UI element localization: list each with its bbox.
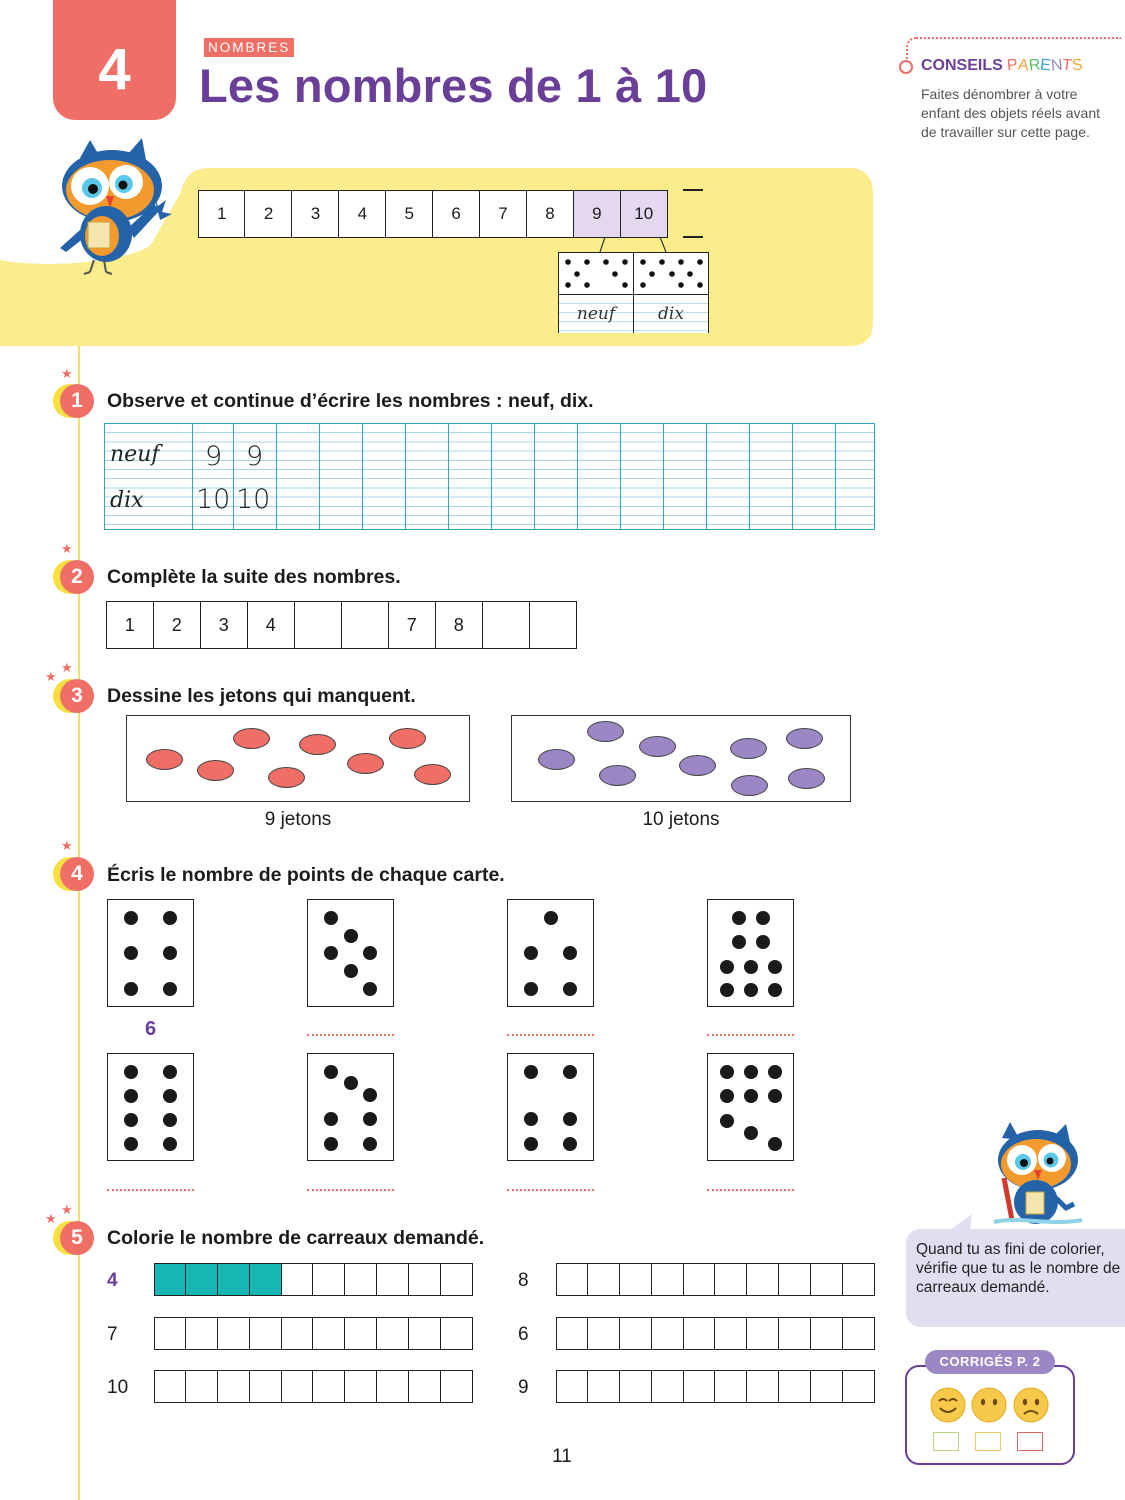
grid-column-line	[534, 424, 535, 529]
digit-row1-2: 9	[246, 441, 264, 472]
grid-column-line	[233, 424, 234, 529]
difficulty-star-icon: ★	[61, 366, 73, 381]
difficulty-star-icon: ★	[45, 669, 57, 684]
grid-column-line	[749, 424, 750, 529]
sequence-blank-cell[interactable]	[341, 601, 390, 649]
color-tile[interactable]	[281, 1317, 314, 1350]
reference-card-ten	[633, 252, 709, 333]
grid-column-line	[405, 424, 406, 529]
dot-card	[107, 899, 194, 1007]
purple-token	[788, 768, 825, 789]
exercise-1-badge: 1	[60, 384, 94, 418]
color-tile[interactable]	[746, 1317, 779, 1350]
page-title: Les nombres de 1 à 10	[199, 59, 708, 112]
owl-pencil-mascot-icon	[990, 1122, 1090, 1232]
color-tile[interactable]	[556, 1317, 589, 1350]
color-tile[interactable]	[312, 1370, 345, 1403]
color-tile[interactable]	[778, 1263, 811, 1296]
color-tile[interactable]	[185, 1370, 218, 1403]
sequence-blank-cell[interactable]	[294, 601, 343, 649]
reference-number-cell: 9	[573, 190, 621, 238]
dot-card	[707, 899, 794, 1007]
answer-blank[interactable]	[307, 1034, 394, 1036]
color-tile[interactable]	[810, 1317, 843, 1350]
strip-continuation-top	[683, 189, 703, 191]
color-row-label: 6	[518, 1324, 529, 1345]
color-row[interactable]	[557, 1370, 875, 1403]
exercise-4-title: Écris le nombre de points de chaque carte.	[107, 864, 505, 886]
purple-token	[731, 775, 768, 796]
eval-checkbox-good[interactable]	[933, 1432, 959, 1451]
reference-number-cell: 8	[526, 190, 574, 238]
purple-token	[730, 738, 767, 759]
color-tile[interactable]	[154, 1263, 187, 1296]
color-tile[interactable]	[556, 1263, 589, 1296]
dot-card	[507, 899, 594, 1007]
color-tile[interactable]	[281, 1370, 314, 1403]
worried-face-icon	[1012, 1386, 1050, 1424]
parents-accent-letter: E	[1039, 56, 1052, 75]
color-tile[interactable]	[810, 1370, 843, 1403]
parents-tip-bullet-icon	[899, 60, 913, 74]
color-row-label: 7	[107, 1324, 118, 1345]
color-row[interactable]	[557, 1263, 875, 1296]
color-tile[interactable]	[714, 1370, 747, 1403]
color-row-label: 9	[518, 1377, 529, 1398]
example-answer: 6	[144, 1018, 157, 1040]
color-tile[interactable]	[556, 1370, 589, 1403]
color-tile[interactable]	[408, 1317, 441, 1350]
color-tile[interactable]	[778, 1370, 811, 1403]
grid-column-line	[792, 424, 793, 529]
sequence-cell: 3	[200, 601, 249, 649]
answer-blank[interactable]	[307, 1189, 394, 1191]
reference-number-cell: 1	[198, 190, 246, 238]
color-tile[interactable]	[810, 1263, 843, 1296]
answer-blank[interactable]	[507, 1189, 594, 1191]
exercise-3-title: Dessine les jetons qui manquent.	[107, 685, 416, 707]
red-token	[299, 734, 336, 755]
color-tile[interactable]	[249, 1370, 282, 1403]
exercise-4-badge: 4	[60, 857, 94, 891]
red-token	[268, 767, 305, 788]
color-row-label: 8	[518, 1270, 529, 1291]
grid-column-line	[577, 424, 578, 529]
sequence-cell: 1	[106, 601, 155, 649]
purple-token	[587, 721, 624, 742]
color-row[interactable]	[155, 1370, 473, 1403]
color-tile[interactable]	[408, 1263, 441, 1296]
sequence-cell: 4	[247, 601, 296, 649]
dot-card	[107, 1053, 194, 1161]
sequence-blank-cell[interactable]	[529, 601, 578, 649]
grid-column-line	[276, 424, 277, 529]
exercise-2-sequence	[107, 601, 577, 649]
neutral-face-icon	[970, 1386, 1008, 1424]
red-token	[197, 760, 234, 781]
color-tile[interactable]	[440, 1370, 473, 1403]
reference-number-cell: 7	[479, 190, 527, 238]
dot-card	[307, 1053, 394, 1161]
page-number: 11	[552, 1446, 572, 1467]
dot-card	[707, 1053, 794, 1161]
eval-checkbox-medium[interactable]	[975, 1432, 1001, 1451]
parents-tip-title-prefix: CONSEILS	[921, 57, 1003, 74]
color-row-label: 4	[107, 1270, 118, 1291]
color-tile[interactable]	[587, 1263, 620, 1296]
reference-number-cell: 5	[385, 190, 433, 238]
parents-tip-text: Faites dénombrer à votre enfant des objets réels avant de travailler sur cette page.	[921, 86, 1101, 140]
reference-number-cell: 3	[291, 190, 339, 238]
difficulty-star-icon: ★	[45, 1211, 57, 1226]
sequence-cell: 7	[388, 601, 437, 649]
color-tile[interactable]	[344, 1263, 377, 1296]
red-token	[233, 728, 270, 749]
red-token	[389, 728, 426, 749]
exercise-3-badge: 3	[60, 679, 94, 713]
difficulty-star-icon: ★	[61, 838, 73, 853]
color-tile[interactable]	[344, 1370, 377, 1403]
color-tile[interactable]	[217, 1263, 250, 1296]
color-tile[interactable]	[714, 1317, 747, 1350]
grid-column-line	[620, 424, 621, 529]
parents-accent-letter: R	[1027, 56, 1041, 75]
color-tile[interactable]	[376, 1263, 409, 1296]
sequence-cell: 8	[435, 601, 484, 649]
color-tile[interactable]	[619, 1263, 652, 1296]
difficulty-star-icon: ★	[61, 660, 73, 675]
parents-accent-letter: S	[1071, 56, 1084, 75]
parents-tip-title-accent	[1007, 57, 1083, 74]
margin-line	[78, 345, 80, 1500]
color-tile[interactable]	[683, 1263, 716, 1296]
color-tile[interactable]	[683, 1370, 716, 1403]
color-row[interactable]	[155, 1317, 473, 1350]
color-tile[interactable]	[185, 1263, 218, 1296]
color-row-label: 10	[107, 1377, 129, 1398]
color-tile[interactable]	[154, 1370, 187, 1403]
ten-dots	[634, 253, 708, 295]
exercise-5-title: Colorie le nombre de carreaux demandé.	[107, 1227, 485, 1249]
color-tile[interactable]	[249, 1263, 282, 1296]
color-row[interactable]	[155, 1263, 473, 1296]
color-tile[interactable]	[619, 1317, 652, 1350]
grid-column-line	[448, 424, 449, 529]
color-tile[interactable]	[842, 1317, 875, 1350]
parents-accent-letter: T	[1061, 56, 1074, 75]
category-tag: NOMBRES	[204, 38, 294, 57]
color-tile[interactable]	[651, 1263, 684, 1296]
token-caption-right: 10 jetons	[642, 809, 720, 830]
red-token	[146, 749, 183, 770]
parents-tip-title	[921, 57, 1083, 75]
exercise-2-badge: 2	[60, 560, 94, 594]
color-tile[interactable]	[185, 1317, 218, 1350]
color-tile[interactable]	[376, 1317, 409, 1350]
color-tile[interactable]	[746, 1370, 779, 1403]
reference-number-cell: 10	[620, 190, 668, 238]
happy-face-icon	[929, 1386, 967, 1424]
color-tile[interactable]	[651, 1317, 684, 1350]
color-tile[interactable]	[249, 1317, 282, 1350]
color-tile[interactable]	[842, 1370, 875, 1403]
dot-card	[507, 1053, 594, 1161]
color-tile[interactable]	[312, 1263, 345, 1296]
grid-column-line	[319, 424, 320, 529]
color-tile[interactable]	[376, 1370, 409, 1403]
exercise-1-title: Observe et continue d’écrire les nombres : neuf, dix.	[107, 390, 594, 412]
color-tile[interactable]	[746, 1263, 779, 1296]
strip-continuation-bottom	[683, 236, 703, 238]
color-tile[interactable]	[408, 1370, 441, 1403]
sequence-cell: 2	[153, 601, 202, 649]
color-tile[interactable]	[714, 1263, 747, 1296]
exercise-5-badge: 5	[60, 1221, 94, 1255]
color-row[interactable]	[557, 1317, 875, 1350]
color-tile[interactable]	[440, 1317, 473, 1350]
grid-column-line	[192, 424, 193, 529]
word-dix: dix	[110, 488, 144, 513]
exercise-2-title: Complète la suite des nombres.	[107, 566, 401, 588]
color-tile[interactable]	[778, 1317, 811, 1350]
token-frame-red[interactable]	[126, 715, 470, 802]
reference-number-cell: 2	[244, 190, 292, 238]
digit-row2-1: 10	[196, 484, 231, 515]
color-tile[interactable]	[440, 1263, 473, 1296]
difficulty-star-icon: ★	[61, 1202, 73, 1217]
purple-token	[679, 755, 716, 776]
answer-blank[interactable]	[507, 1034, 594, 1036]
token-caption-left: 9 jetons	[264, 809, 332, 830]
reference-word-nine: neuf	[559, 295, 633, 333]
reference-number-cell: 4	[338, 190, 386, 238]
parents-accent-letter: A	[1017, 56, 1030, 75]
purple-token	[538, 749, 575, 770]
token-frame-purple[interactable]	[511, 715, 851, 802]
reference-word-ten: dix	[634, 295, 708, 333]
purple-token	[786, 728, 823, 749]
reference-number-strip	[199, 190, 668, 238]
answer-blank[interactable]	[707, 1189, 794, 1191]
dot-card	[307, 899, 394, 1007]
color-tile[interactable]	[217, 1370, 250, 1403]
color-tile[interactable]	[619, 1370, 652, 1403]
color-tile[interactable]	[842, 1263, 875, 1296]
digit-row1-1: 9	[205, 441, 223, 472]
purple-token	[599, 765, 636, 786]
grid-column-line	[835, 424, 836, 529]
red-token	[414, 764, 451, 785]
difficulty-star-icon: ★	[61, 541, 73, 556]
color-tile[interactable]	[344, 1317, 377, 1350]
digit-row2-2: 10	[236, 484, 271, 515]
color-tile[interactable]	[587, 1317, 620, 1350]
parents-accent-letter: N	[1049, 56, 1064, 75]
grid-column-line	[663, 424, 664, 529]
nine-dots	[559, 253, 633, 295]
answer-blank[interactable]	[107, 1189, 194, 1191]
color-tile[interactable]	[587, 1370, 620, 1403]
grid-column-line	[362, 424, 363, 529]
chapter-number: 4	[53, 0, 176, 120]
color-tile[interactable]	[154, 1317, 187, 1350]
corriges-link[interactable]: CORRIGÉS P. 2	[925, 1350, 1055, 1374]
grid-column-line	[491, 424, 492, 529]
parents-accent-letter: P	[1006, 56, 1019, 75]
color-tile[interactable]	[281, 1263, 314, 1296]
purple-token	[639, 736, 676, 757]
grid-column-line	[706, 424, 707, 529]
owl-mascot-icon	[50, 138, 180, 278]
eval-checkbox-hard[interactable]	[1017, 1432, 1043, 1451]
sequence-blank-cell[interactable]	[482, 601, 531, 649]
exercise-1-writing-grid[interactable]	[104, 423, 875, 530]
red-token	[347, 753, 384, 774]
color-tile[interactable]	[217, 1317, 250, 1350]
answer-blank[interactable]	[707, 1034, 794, 1036]
color-tile[interactable]	[651, 1370, 684, 1403]
word-neuf: neuf	[110, 442, 160, 467]
reference-number-cell: 6	[432, 190, 480, 238]
reference-card-nine	[558, 252, 634, 333]
color-tile[interactable]	[683, 1317, 716, 1350]
owl-tip-bubble: Quand tu as fini de colorier, vérifie que tu as le nombre de carreaux demandé.	[906, 1229, 1125, 1327]
color-tile[interactable]	[312, 1317, 345, 1350]
